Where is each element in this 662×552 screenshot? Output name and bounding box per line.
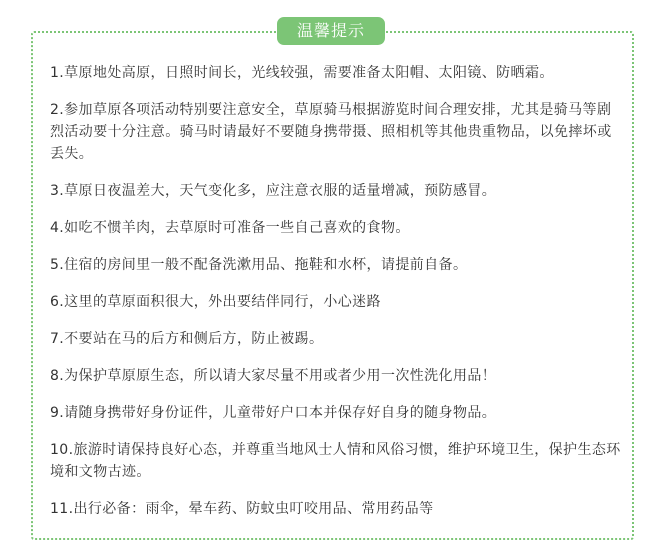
tip-item-6: 6.这里的草原面积很大，外出要结伴同行，小心迷路 — [50, 294, 381, 310]
tip-item-5: 5.住宿的房间里一般不配备洗漱用品、拖鞋和水杯，请提前自备。 — [50, 257, 468, 273]
tips-list — [50, 62, 624, 535]
tip-item-10: 10.旅游时请保持良好心态，并尊重当地风士人情和风俗习惯，维护环境卫生，保护生态环境和文物古迹。 — [50, 442, 621, 480]
tip-item-1: 1.草原地处高原，日照时间长，光线较强，需要准备太阳帽、太阳镜、防晒霜。 — [50, 65, 554, 81]
tip-item-3: 3.草原日夜温差大，天气变化多，应注意衣服的适量增减，预防感冒。 — [50, 183, 497, 199]
tip-item-9: 9.请随身携带好身份证件，儿童带好户口本并保存好自身的随身物品。 — [50, 405, 497, 421]
tip-item-4: 4.如吃不惯羊肉，去草原时可准备一些自己喜欢的食物。 — [50, 220, 410, 236]
tip-item-2: 2.参加草原各项活动特别要注意安全，草原骑马根据游览时间合理安排，尤其是骑马等剧烈活动要十分注意。骑马时请最好不要随身携带摄、照相机等其他贵重物品，以免摔坏或丢失。 — [50, 102, 612, 162]
tip-item-11: 11.出行必备：雨伞，晕车药、防蚊虫叮咬用品、常用药品等 — [50, 501, 434, 517]
tip-item-7: 7.不要站在马的后方和侧后方，防止被踢。 — [50, 331, 324, 347]
tip-item-8: 8.为保护草原原生态，所以请大家尽量不用或者少用一次性洗化用品！ — [50, 368, 497, 384]
notice-title: 温馨提示 — [277, 17, 385, 45]
